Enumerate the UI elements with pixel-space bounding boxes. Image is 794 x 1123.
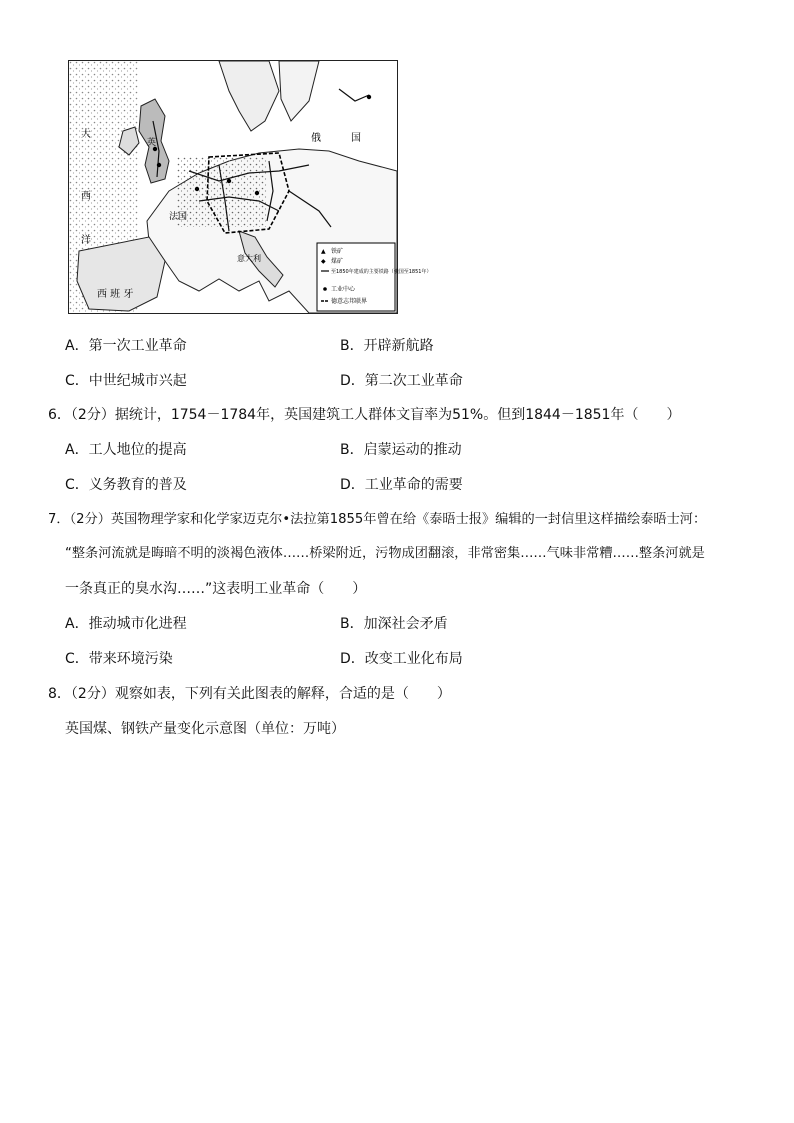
legend-iron-ore: 铁矿 [331, 248, 344, 255]
q8-figure-caption: 英国煤、钢铁产量变化示意图（单位：万吨） [65, 721, 345, 737]
q5-option-c[interactable]: C．中世纪城市兴起 [65, 373, 187, 389]
finland-shape [279, 61, 319, 121]
q6-stem: 6．（2分）据统计，1754－1784年，英国建筑工人群体文盲率为51%。但到1844－1851年（ ） [48, 407, 681, 423]
legend-railway: 至1850年建成的主要铁路（俄国至1851年） [331, 269, 432, 275]
map-label-russia: 俄 [311, 133, 321, 144]
legend-industrial-center: 工业中心 [331, 286, 356, 293]
q7-option-c[interactable]: C．带来环境污染 [65, 651, 173, 667]
q6-option-a[interactable]: A．工人地位的提高 [65, 442, 187, 458]
q7-quote-line-1: “整条河流就是晦暗不明的淡褐色液体……桥梁附近，污物成团翻滚，非常密集……气味非常糟……整条河就是 [65, 546, 705, 561]
svg-text:▲: ▲ [321, 248, 326, 255]
legend-coal: 煤矿 [331, 258, 344, 265]
map-label-spain: 西 班 牙 [97, 289, 134, 300]
map-label-russia-2: 国 [351, 133, 361, 144]
q7-option-a[interactable]: A．推动城市化进程 [65, 616, 187, 632]
q5-option-b[interactable]: B．开辟新航路 [340, 338, 434, 354]
map-legend [317, 243, 431, 311]
map-drawing [69, 61, 432, 313]
q5-option-d[interactable]: D．第二次工业革命 [340, 373, 463, 389]
map-label-britain: 英 [147, 138, 157, 148]
q7-quote-line-2: 一条真正的臭水沟……”这表明工业革命（ ） [65, 581, 367, 597]
map-label-france: 法国 [169, 212, 188, 222]
q6-option-d[interactable]: D．工业革命的需要 [340, 477, 463, 493]
q7-option-d[interactable]: D．改变工业化布局 [340, 651, 463, 667]
map-label-ocean-1: 大 [81, 129, 91, 140]
q6-option-b[interactable]: B．启蒙运动的推动 [340, 442, 462, 458]
svg-text:◆: ◆ [321, 258, 326, 265]
map-label-ocean-2: 西 [81, 191, 91, 202]
q7-option-b[interactable]: B．加深社会矛盾 [340, 616, 448, 632]
q6-option-c[interactable]: C．义务教育的普及 [65, 477, 187, 493]
q7-stem: 7．（2分）英国物理学家和化学家迈克尔•法拉第1855年曾在给《泰晤士报》编辑的一封信里这样描绘泰晤士河： [48, 512, 707, 527]
map-label-ocean-3: 洋 [81, 235, 91, 246]
map-label-italy: 意大利 [237, 254, 261, 263]
scandinavia-shape [219, 61, 279, 131]
q5-option-a[interactable]: A．第一次工业革命 [65, 338, 187, 354]
industrial-region [177, 157, 267, 227]
q8-stem: 8．（2分）观察如表，下列有关此图表的解释，合适的是（ ） [48, 686, 451, 702]
legend-german-border: 德意志邦联界 [331, 298, 368, 305]
europe-industrial-map [68, 60, 432, 314]
